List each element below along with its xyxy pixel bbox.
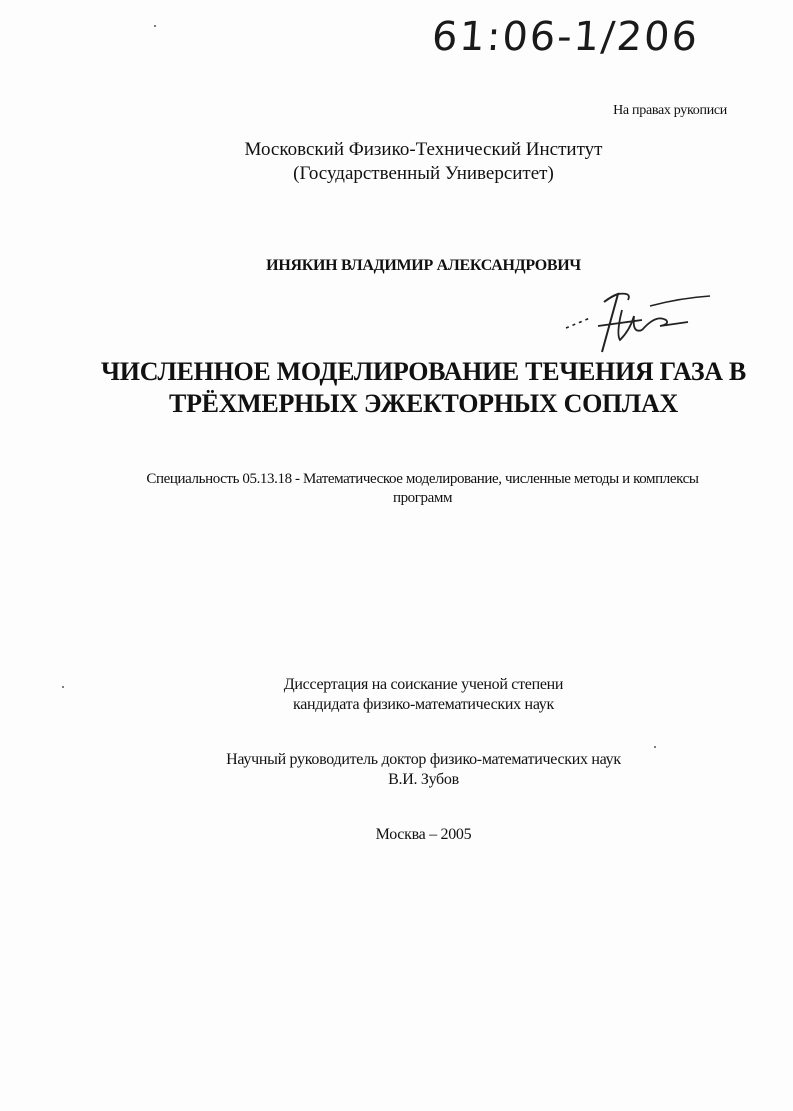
dissertation-title: [27, 356, 793, 420]
place-and-year: Москва – 2005: [375, 826, 472, 843]
specialty-line-1: Специальность 05.13.18 - Математическое моделирование, численные методы и комплексы: [146, 471, 699, 487]
specialty-line-2: программ: [392, 490, 453, 506]
degree-statement: [27, 675, 793, 715]
degree-line-2: кандидата физико-математических наук: [293, 696, 554, 713]
degree-line-1: Диссертация на соискание ученой степени: [283, 676, 564, 693]
institution-name: [27, 138, 793, 186]
institution-line-1: Московский Физико-Технический Институт: [244, 139, 603, 160]
rights-note: На правах рукописи: [613, 103, 727, 118]
institution-line-2: (Государственный Университет): [293, 163, 554, 184]
scan-speck: [154, 25, 156, 27]
author-name: ИНЯКИН ВЛАДИМИР АЛЕКСАНДРОВИЧ: [266, 257, 581, 274]
title-line-2: ТРЁХМЕРНЫХ ЭЖЕКТОРНЫХ СОПЛАХ: [169, 389, 678, 418]
title-line-1: ЧИСЛЕННОЕ МОДЕЛИРОВАНИЕ ТЕЧЕНИЯ ГАЗА В: [101, 357, 746, 386]
scan-speck: [62, 686, 64, 688]
scan-speck: [654, 746, 656, 748]
specialty: [26, 470, 793, 508]
archive-stamp: 61:06-1/206: [430, 14, 701, 60]
supervisor: [27, 750, 793, 790]
supervisor-line-1: Научный руководитель доктор физико-математических наук: [226, 751, 621, 768]
supervisor-line-2: В.И. Зубов: [388, 771, 459, 788]
author-signature: [560, 290, 720, 360]
